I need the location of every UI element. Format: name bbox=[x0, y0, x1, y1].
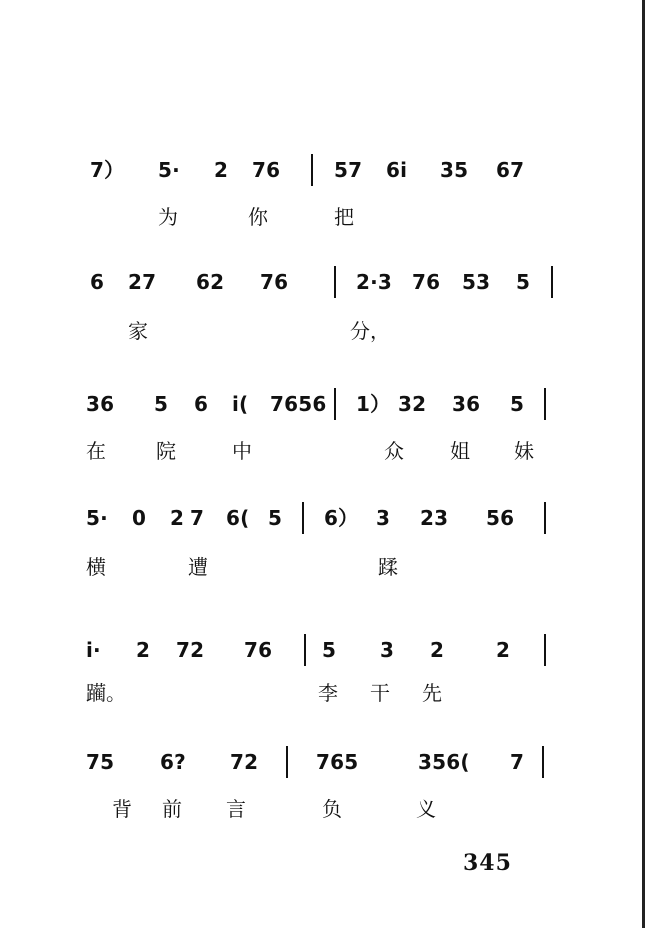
score-row-1 bbox=[0, 148, 655, 192]
score-token: 7 bbox=[510, 750, 525, 774]
lyric-token: 分， bbox=[350, 319, 390, 343]
lyric-token: 在 bbox=[86, 439, 106, 463]
score-token: 36 bbox=[452, 392, 481, 416]
score-token: 6 bbox=[90, 270, 105, 294]
score-token: 53 bbox=[462, 270, 491, 294]
lyrics-row-2 bbox=[0, 314, 655, 348]
lyric-token: 背 bbox=[112, 797, 132, 821]
score-token: 6i bbox=[386, 158, 408, 182]
score-token: i( bbox=[232, 392, 249, 416]
lyric-token: 家 bbox=[128, 319, 148, 343]
lyric-token: 为 bbox=[158, 205, 178, 229]
score-token: 5· bbox=[158, 158, 180, 182]
score-token: 2 bbox=[430, 638, 445, 662]
score-token: 3 bbox=[380, 638, 395, 662]
bar-line bbox=[334, 266, 336, 298]
bar-line bbox=[286, 746, 288, 778]
bar-line bbox=[544, 502, 546, 534]
lyric-token: 李 bbox=[318, 681, 338, 705]
lyrics-row-1 bbox=[0, 200, 655, 234]
score-token: 5· bbox=[86, 506, 108, 530]
score-token: 7 bbox=[190, 506, 205, 530]
score-token: 72 bbox=[230, 750, 259, 774]
score-token: 5 bbox=[510, 392, 525, 416]
bar-line bbox=[304, 634, 306, 666]
score-row-5 bbox=[0, 628, 655, 672]
score-token: 2 bbox=[170, 506, 185, 530]
score-token: 67 bbox=[496, 158, 525, 182]
lyric-token: 姐 bbox=[450, 439, 470, 463]
score-token: 2 bbox=[136, 638, 151, 662]
score-token: 765 bbox=[316, 750, 359, 774]
page-number: 345 bbox=[463, 850, 512, 876]
score-token: 76 bbox=[260, 270, 289, 294]
score-token: 0 bbox=[132, 506, 147, 530]
lyric-token: 妹 bbox=[514, 439, 534, 463]
score-row-6 bbox=[0, 740, 655, 784]
score-token: 56 bbox=[486, 506, 515, 530]
score-token: 27 bbox=[128, 270, 157, 294]
lyric-token: 义 bbox=[416, 797, 436, 821]
lyric-token: 你 bbox=[248, 205, 268, 229]
score-token: 6? bbox=[160, 750, 186, 774]
score-token: 5 bbox=[268, 506, 283, 530]
lyric-token: 前 bbox=[162, 797, 182, 821]
bar-line bbox=[542, 746, 544, 778]
score-token: 7） bbox=[90, 158, 125, 182]
score-token: 356( bbox=[418, 750, 470, 774]
score-token: 35 bbox=[440, 158, 469, 182]
score-token: 75 bbox=[86, 750, 115, 774]
score-token: 62 bbox=[196, 270, 225, 294]
bar-line bbox=[544, 388, 546, 420]
lyric-token: 先 bbox=[422, 681, 442, 705]
bar-line bbox=[551, 266, 553, 298]
score-token: 72 bbox=[176, 638, 205, 662]
lyric-token: 院 bbox=[156, 439, 176, 463]
score-token: 76 bbox=[412, 270, 441, 294]
score-token: 57 bbox=[334, 158, 363, 182]
score-token: 76 bbox=[252, 158, 281, 182]
bar-line bbox=[334, 388, 336, 420]
score-row-4 bbox=[0, 496, 655, 540]
score-token: 2 bbox=[214, 158, 229, 182]
lyric-token: 蹂 bbox=[378, 555, 398, 579]
lyrics-row-4 bbox=[0, 550, 655, 584]
lyric-token: 言 bbox=[226, 797, 246, 821]
score-token: 76 bbox=[244, 638, 273, 662]
lyric-token: 遭 bbox=[188, 555, 208, 579]
lyric-token: 中 bbox=[232, 439, 252, 463]
score-token: i· bbox=[86, 638, 101, 662]
lyrics-row-3 bbox=[0, 434, 655, 468]
score-token: 5 bbox=[154, 392, 169, 416]
score-token: 2 bbox=[496, 638, 511, 662]
score-row-3 bbox=[0, 382, 655, 426]
score-token: 7656 bbox=[270, 392, 327, 416]
score-token: 6 bbox=[194, 392, 209, 416]
score-token: 36 bbox=[86, 392, 115, 416]
lyric-token: 众 bbox=[384, 439, 404, 463]
score-token: 5 bbox=[322, 638, 337, 662]
lyric-token: 负 bbox=[322, 797, 342, 821]
bar-line bbox=[311, 154, 313, 186]
score-token: 6( bbox=[226, 506, 250, 530]
score-token: 2·3 bbox=[356, 270, 393, 294]
lyrics-row-6 bbox=[0, 792, 655, 826]
lyrics-row-5 bbox=[0, 676, 655, 710]
score-token: 23 bbox=[420, 506, 449, 530]
lyric-token: 躏。 bbox=[86, 681, 126, 705]
bar-line bbox=[544, 634, 546, 666]
lyric-token: 干 bbox=[370, 681, 390, 705]
score-token: 6） bbox=[324, 506, 359, 530]
bar-line bbox=[302, 502, 304, 534]
lyric-token: 把 bbox=[334, 205, 354, 229]
score-token: 3 bbox=[376, 506, 391, 530]
score-row-2 bbox=[0, 260, 655, 304]
lyric-token: 横 bbox=[86, 555, 106, 579]
score-token: 32 bbox=[398, 392, 427, 416]
score-token: 5 bbox=[516, 270, 531, 294]
score-token: 1） bbox=[356, 392, 391, 416]
